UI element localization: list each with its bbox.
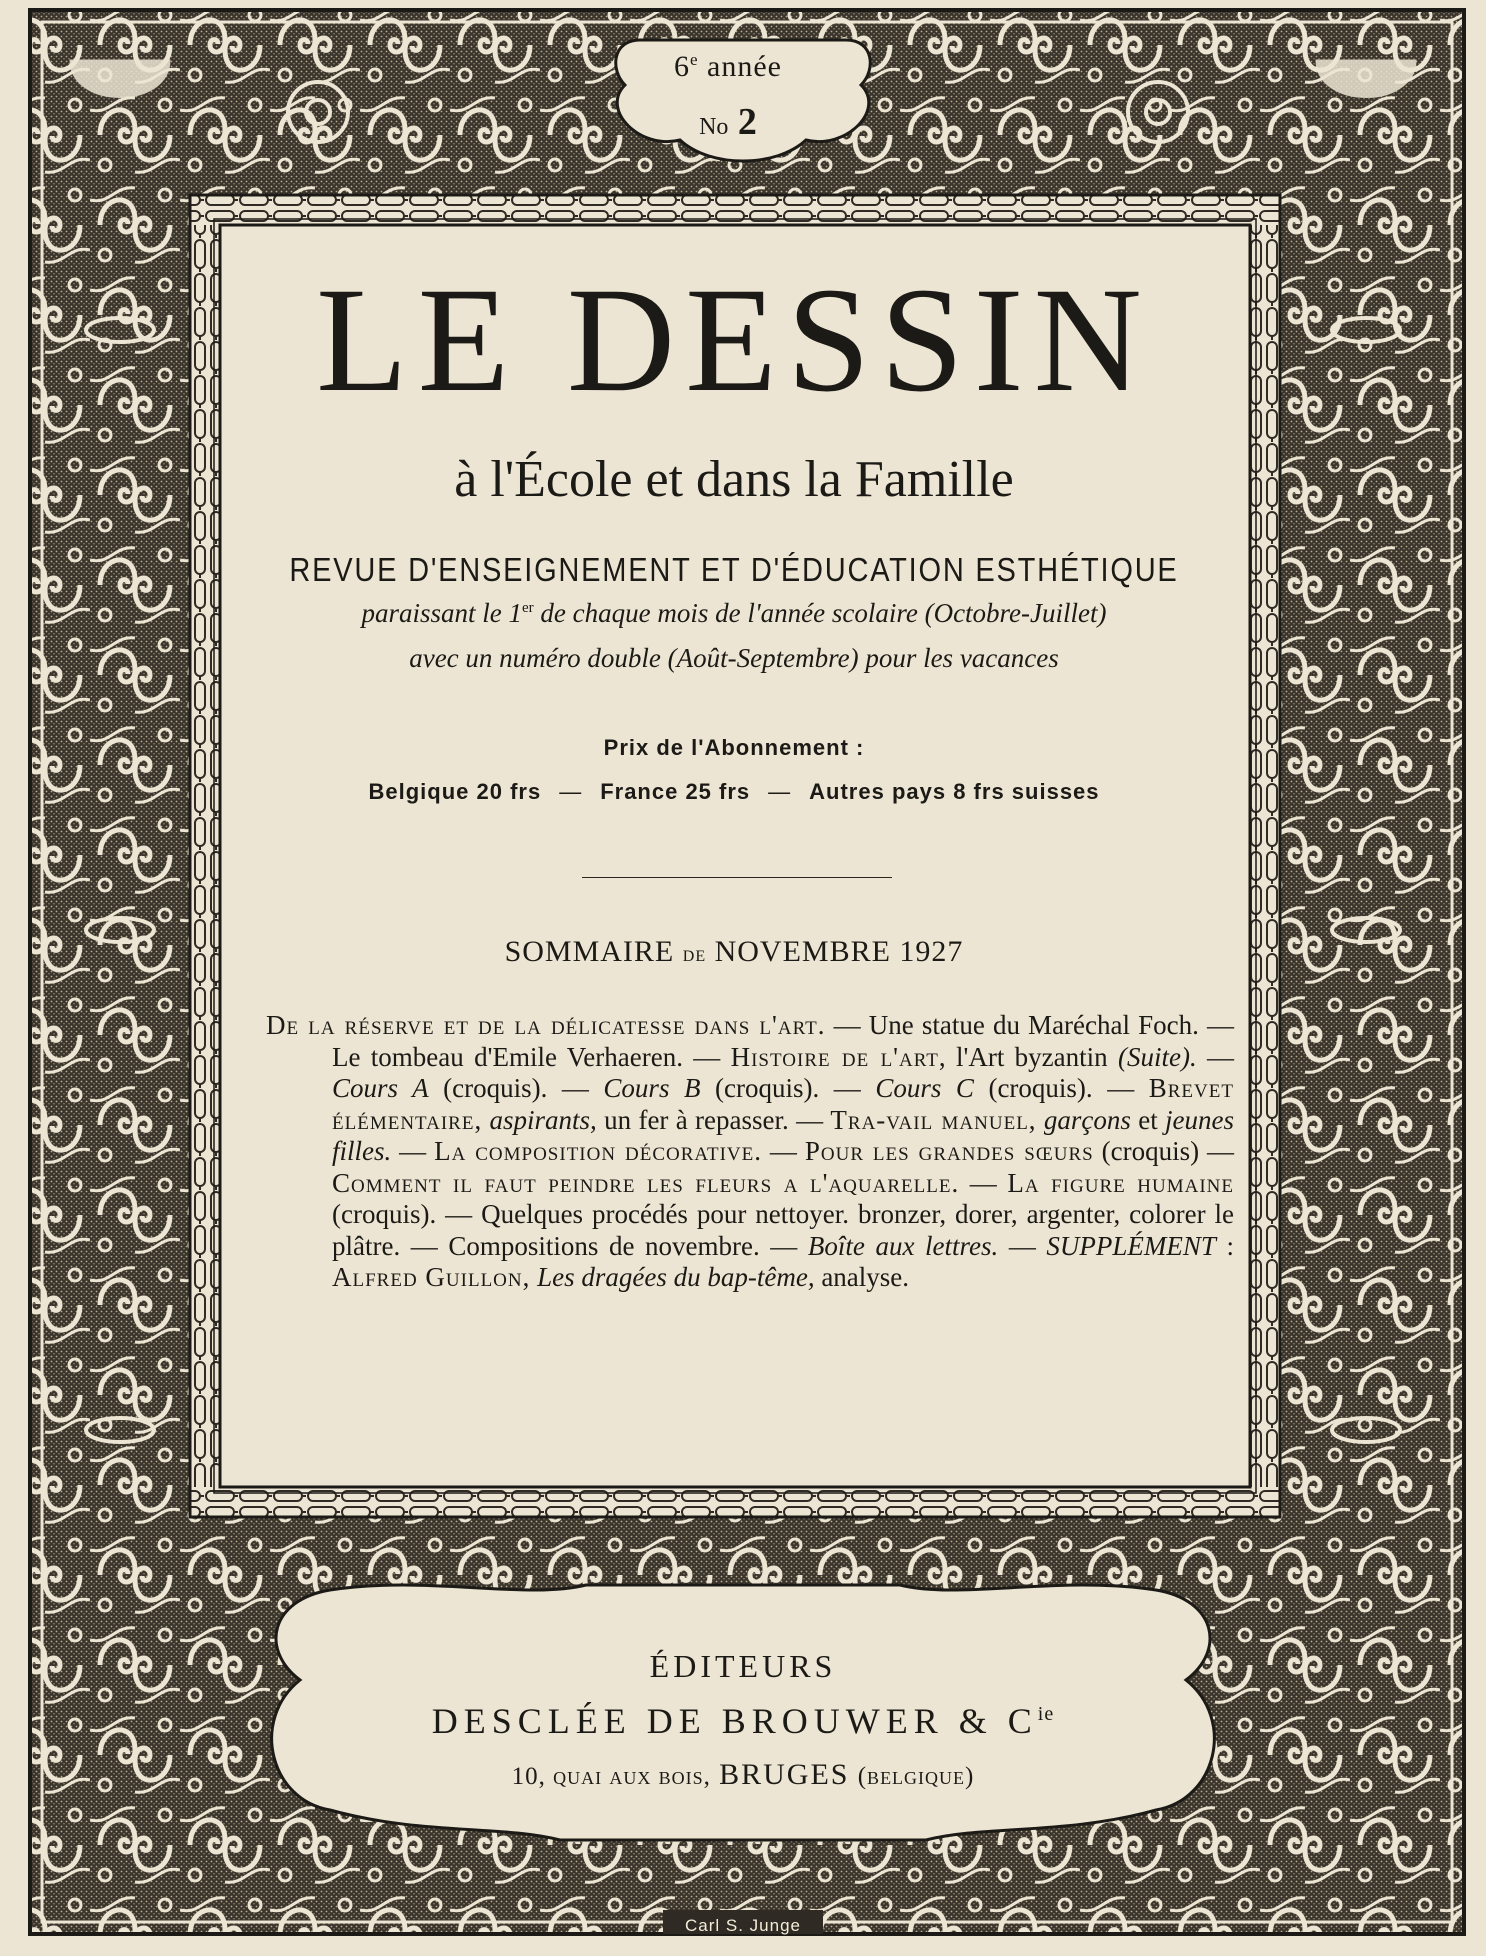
sommaire-contents: De la réserve et de la délicatesse dans l'art. — Une statue du Maréchal Foch. — Le tombeau d'Emile Verhaeren. — Histoire de l'art, l'Art byzantin (Suite). — Cours A (croquis). — Cours B (croquis). — Cours C (croquis). — Brevet élémentaire, aspirants, un fer à repasser. — Tra-vail manuel, garçons et jeunes filles. — La composition décorative. — Pour les grandes sœurs (croquis) — Comment il faut peindre les fleurs a l'aquarelle. — La figure humaine (croquis). — Quelques procédés pour nettoyer. bronzer, dorer, argenter, colorer le plâtre. — Compositions de novembre. — Boîte aux lettres. — SUPPLÉMENT : Alfred Guillon, Les dragées du bap-tême, analyse. xyxy=(266,1010,1235,1292)
engraver-signature: Carl S. Junge xyxy=(685,1916,801,1935)
publication-frequency: paraissant le 1er de chaque mois de l'année scolaire (Octobre-Juillet) xyxy=(361,598,1107,628)
subscription-title: Prix de l'Abonnement : xyxy=(603,735,865,760)
revue-line: REVUE D'ENSEIGNEMENT ET D'ÉDUCATION ESTHÉTIQUE xyxy=(289,551,1179,588)
publisher-address: 10, quai aux bois, BRUGES (belgique) xyxy=(511,1758,975,1791)
issue-year: 6e année xyxy=(674,50,782,83)
issue-number: No 2 xyxy=(699,101,757,143)
price-autres: Autres pays 8 frs suisses xyxy=(809,779,1100,804)
price-belgique: Belgique 20 frs xyxy=(368,779,542,804)
price-france: France 25 frs xyxy=(600,779,751,804)
double-issue-note: avec un numéro double (Août-Septembre) pour les vacances xyxy=(409,643,1059,673)
divider xyxy=(582,877,892,878)
magazine-subtitle: à l'École et dans la Famille xyxy=(454,451,1014,508)
issue-cartouche xyxy=(612,30,844,166)
publisher-name: DESCLÉE DE BROUWER & $C^{ie}$ xyxy=(431,1701,1055,1741)
subscription-prices: Belgique 20 frs — France 25 frs — Autres pays 8 frs suisses xyxy=(368,779,1100,804)
magazine-title: LE DESSIN xyxy=(316,257,1152,423)
editeurs-label: ÉDITEURS xyxy=(649,1648,837,1684)
inner-page xyxy=(220,225,1248,1483)
sommaire-title: SOMMAIRE de NOVEMBRE 1927 xyxy=(504,935,964,968)
